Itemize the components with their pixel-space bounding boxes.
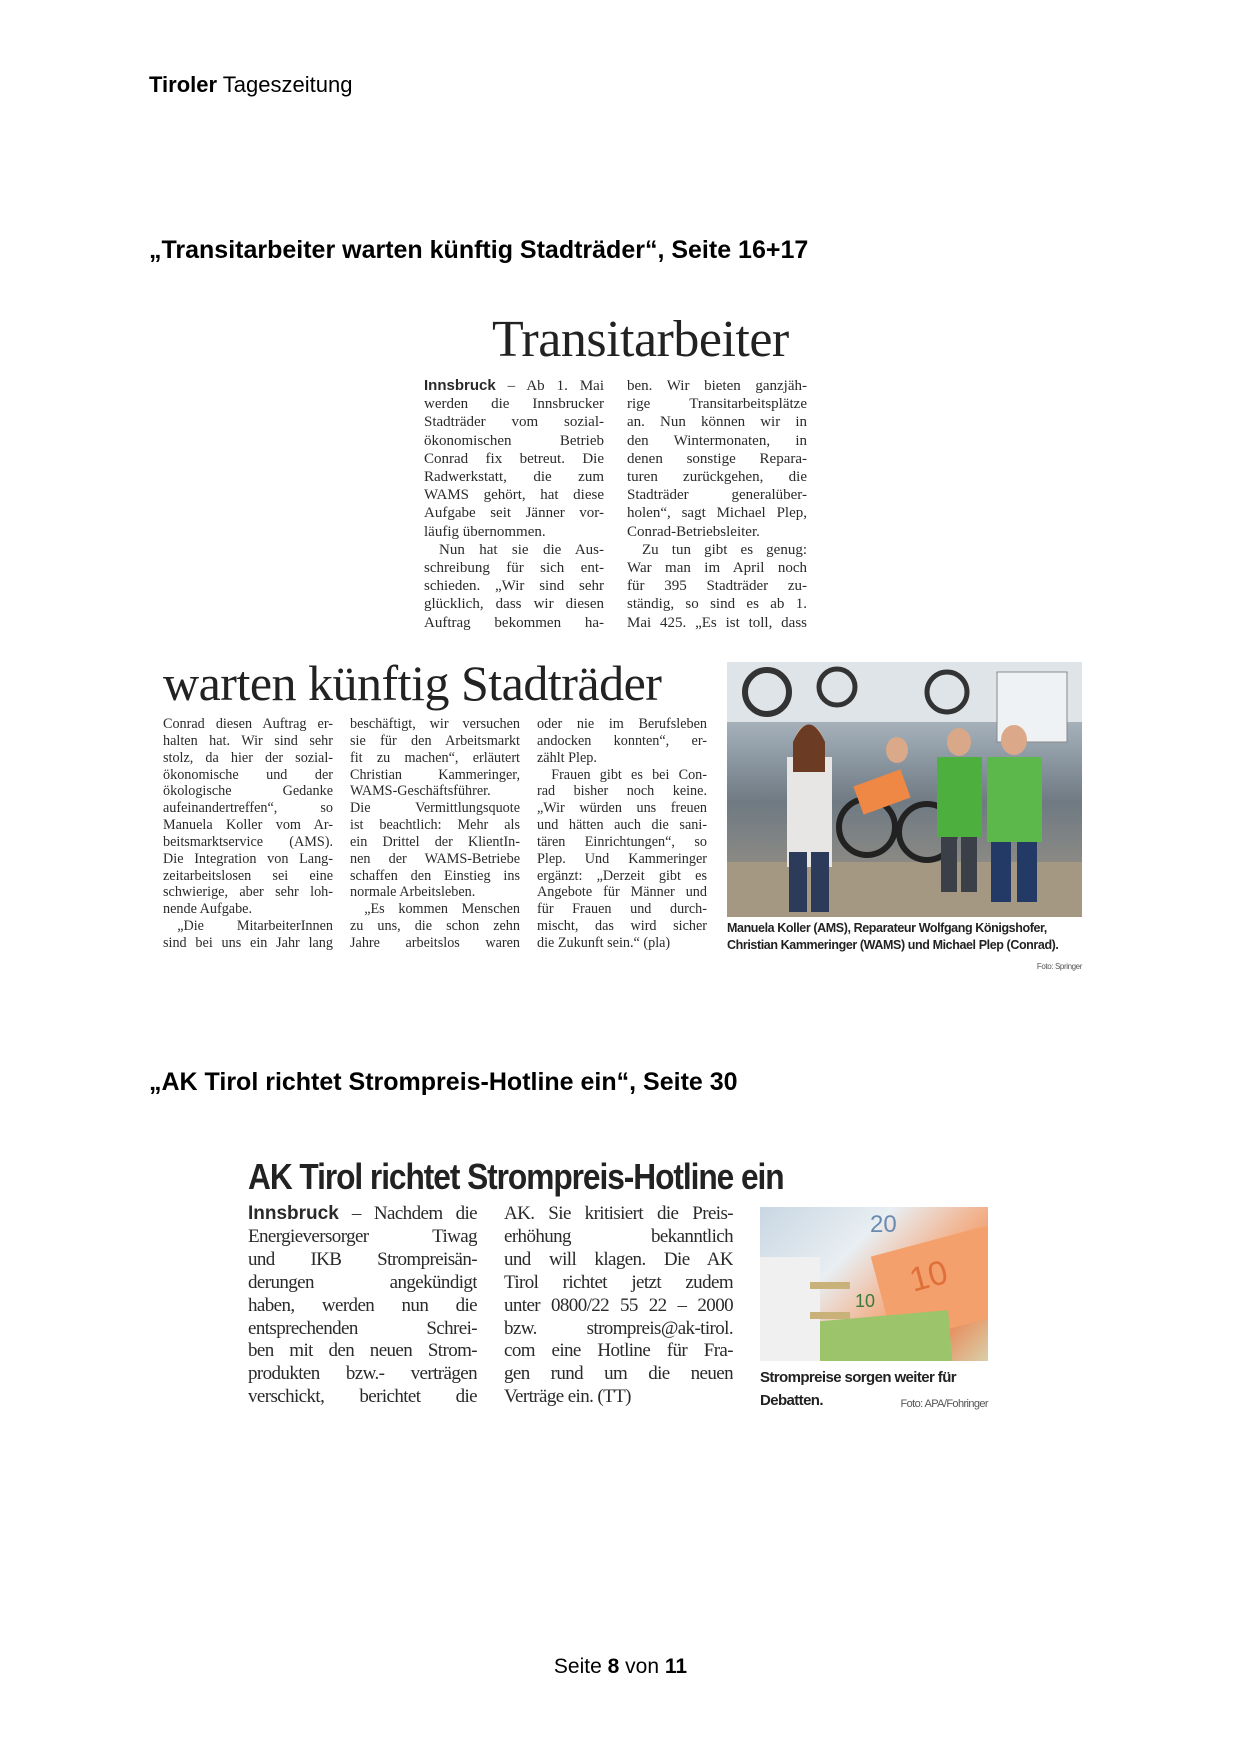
line-text: unter 0800/22 55 22 – 2000 — [504, 1294, 733, 1316]
line-text: Verträge ein. (TT) — [504, 1386, 631, 1408]
line-text: für 395 Stadträder zu- — [627, 578, 807, 595]
line-text: Manuela Koller vom Ar- — [163, 817, 333, 834]
article-column — [163, 716, 333, 952]
text-line — [537, 767, 707, 784]
line-text: rad bisher noch keine. — [537, 783, 707, 800]
line-text: ist beachtlich: Mehr als — [350, 817, 520, 834]
text-line — [163, 884, 333, 901]
text-line — [163, 750, 333, 767]
text-line — [424, 432, 604, 450]
text-line — [627, 559, 807, 577]
line-text: erhöhung bekanntlich — [504, 1225, 733, 1247]
line-text: gen rund um die neuen — [504, 1363, 733, 1385]
line-text: holen“, sagt Michael Plep, — [627, 505, 807, 522]
line-text: nen der WAMS-Betriebe — [350, 850, 520, 867]
text-line — [627, 468, 807, 486]
line-text: turen zurückgehen, die — [627, 469, 807, 486]
total-pages: 11 — [664, 1655, 688, 1678]
line-text: stolz, da hier der sozial- — [163, 749, 333, 766]
text-line — [504, 1318, 733, 1341]
line-text: sind bei uns ein Jahr lang — [163, 934, 333, 951]
line-text: denen sonstige Repara- — [627, 450, 807, 467]
text-line — [537, 716, 707, 733]
line-text: ergänzt: „Derzeit gibt es — [537, 867, 707, 884]
line-text: schwierige, aber sehr loh- — [163, 884, 333, 901]
svg-text:10: 10 — [905, 1253, 952, 1300]
text-line — [424, 486, 604, 504]
line-text: Angebote für Männer und — [537, 884, 707, 901]
line-text: WAMS-Geschäftsführer. — [350, 783, 491, 800]
text-line — [424, 523, 604, 541]
page-number — [0, 1655, 1241, 1679]
article-column — [424, 377, 604, 632]
text-line — [248, 1249, 477, 1272]
text-line — [163, 868, 333, 885]
article-column — [248, 1203, 477, 1409]
workshop-photo — [727, 662, 1082, 917]
text-line — [163, 767, 333, 784]
text-line — [537, 901, 707, 918]
line-text: bzw. strompreis@ak-tirol. — [504, 1317, 733, 1339]
brand-rest: Tageszeitung — [222, 72, 353, 97]
text-line — [424, 614, 604, 632]
text-line — [424, 595, 604, 613]
text-line — [627, 504, 807, 522]
headline-ak: AK Tirol richtet Strompreis-Hotline ein — [248, 1156, 784, 1197]
text-line — [537, 851, 707, 868]
line-text: „Es kommen Menschen — [364, 901, 520, 918]
photo-credit: Foto: Springer — [1036, 962, 1082, 971]
text-line — [350, 817, 520, 834]
line-text: Nun hat sie die Aus- — [439, 541, 604, 558]
line-text: und will klagen. Die AK — [504, 1248, 733, 1270]
photo-caption — [760, 1366, 988, 1416]
line-text: haben, werden nun die — [248, 1294, 477, 1316]
line-text: werden die Innsbrucker — [424, 396, 604, 413]
text-line — [350, 884, 520, 901]
headline-line2: warten künftig Stadträder — [163, 655, 662, 711]
text-line — [424, 541, 604, 559]
line-text: ökonomische und der — [163, 766, 333, 783]
text-line — [350, 834, 520, 851]
text-line — [504, 1340, 733, 1363]
line-text: Tirol richtet jetzt zudem — [504, 1271, 733, 1293]
text-line — [350, 800, 520, 817]
text-line — [163, 783, 333, 800]
text-line — [627, 413, 807, 431]
article-column — [537, 716, 707, 952]
line-text: glücklich, dass wir diesen — [424, 596, 604, 613]
text-line — [627, 450, 807, 468]
text-line — [350, 733, 520, 750]
text-line — [627, 486, 807, 504]
text-line — [504, 1249, 733, 1272]
line-text: ständig, so sind es ab 1. — [627, 596, 807, 613]
line-text: zu uns, die schon zehn — [350, 918, 520, 935]
text-line — [424, 413, 604, 431]
text-line — [627, 595, 807, 613]
text-line — [504, 1226, 733, 1249]
line-text: läufig übernommen. — [424, 523, 546, 540]
dateline: Innsbruck — [424, 377, 496, 394]
caption-text: Manuela Koller (AMS), Reparateur Wolfgang Königshofer, Christian Kammeringer (WAMS) und Michael Plep (Conrad). — [727, 921, 1059, 952]
text-line — [424, 395, 604, 413]
text-line — [163, 901, 333, 918]
text-line — [163, 834, 333, 851]
line-text: Conrad fix betreut. Die — [424, 450, 604, 467]
line-text: nende Aufgabe. — [163, 901, 253, 918]
page-of: von — [625, 1655, 660, 1678]
line-text: Die Vermittlungsquote — [350, 800, 520, 817]
text-line — [504, 1363, 733, 1386]
line-text: den Wintermonaten, in — [627, 432, 807, 449]
line-text: Conrad diesen Auftrag er- — [163, 716, 333, 732]
line-text: produkten bzw.- verträgen — [248, 1363, 477, 1385]
text-line — [163, 935, 333, 952]
text-line — [350, 750, 520, 767]
line-text: – Ab 1. Mai — [507, 378, 604, 394]
line-text: ökologische Gedanke — [163, 783, 333, 800]
page-prefix: Seite — [553, 1655, 602, 1678]
line-text: Zu tun gibt es genug: — [642, 541, 807, 558]
text-line — [537, 783, 707, 800]
section-title-transit: „Transitarbeiter warten künftig Stadträder“, Seite 16+17 — [149, 236, 809, 264]
text-line — [248, 1386, 477, 1409]
text-line — [537, 834, 707, 851]
line-text: Plep. Und Kammeringer — [537, 850, 707, 867]
text-line — [163, 733, 333, 750]
line-text: für Frauen und durch- — [537, 901, 707, 918]
text-line — [248, 1363, 477, 1386]
line-text: schaffen den Einstieg ins — [350, 867, 520, 884]
line-text: zählt Plep. — [537, 749, 597, 766]
line-text: Conrad-Betriebsleiter. — [627, 523, 760, 540]
brand-bold: Tiroler — [149, 72, 218, 97]
text-line — [537, 733, 707, 750]
current-page: 8 — [607, 1655, 620, 1678]
text-line — [537, 868, 707, 885]
line-text: und IKB Strompreisän- — [248, 1248, 477, 1270]
text-line — [537, 750, 707, 767]
line-text: derungen angekündigt — [248, 1271, 477, 1293]
text-line — [163, 800, 333, 817]
line-text: Energieversorger Tiwag — [248, 1225, 477, 1247]
text-line — [163, 716, 333, 733]
text-line — [350, 851, 520, 868]
line-text: Stadträder vom sozial- — [424, 414, 604, 431]
line-text: beschäftigt, wir versuchen — [350, 716, 520, 732]
text-line — [627, 541, 807, 559]
text-line — [424, 450, 604, 468]
text-line — [504, 1386, 733, 1409]
text-line — [537, 884, 707, 901]
line-text: – Nachdem die — [351, 1203, 477, 1224]
line-text: Aufgabe seit Jänner vor- — [424, 505, 604, 522]
line-text: ökonomischen Betrieb — [424, 432, 604, 449]
text-line — [248, 1318, 477, 1341]
banknotes-plug-photo — [760, 1207, 988, 1361]
line-text: Jahre arbeitslos waren — [350, 934, 520, 951]
text-line — [350, 716, 520, 733]
line-text: oder nie im Berufsleben — [537, 716, 707, 732]
line-text: „Wir würden uns freuen — [537, 800, 707, 817]
text-line — [627, 432, 807, 450]
text-line — [537, 935, 707, 952]
text-line — [537, 918, 707, 935]
line-text: rige Transitarbeitsplätze — [627, 396, 807, 413]
line-text: fit zu machen“, erläutert — [350, 749, 520, 766]
text-line — [163, 918, 333, 935]
publication-header — [149, 72, 352, 98]
line-text: entsprechenden Schrei- — [248, 1317, 477, 1339]
line-text: Stadträder generalüber- — [627, 487, 807, 504]
line-text: und hätten auch die sani- — [537, 817, 707, 834]
text-line — [504, 1203, 733, 1226]
text-line — [424, 577, 604, 595]
text-line — [350, 868, 520, 885]
line-text: Auftrag bekommen ha- — [424, 614, 604, 631]
line-text: zeitarbeitslosen sei eine — [163, 867, 333, 884]
line-text: Die Integration von Lang- — [163, 850, 333, 867]
text-line — [163, 817, 333, 834]
line-text: ben. Wir bieten ganzjäh- — [627, 378, 807, 394]
line-text: schieden. „Wir sind sehr — [424, 578, 604, 595]
svg-text:10: 10 — [855, 1291, 876, 1311]
line-text: verschickt, berichtet die — [248, 1386, 477, 1408]
line-text: an. Nun können wir in — [627, 414, 807, 431]
line-text: aufeinandertreffen“, so — [163, 800, 333, 817]
line-text: Mai 425. „Es ist toll, dass — [627, 614, 807, 631]
line-text: Frauen gibt es bei Con- — [551, 766, 707, 783]
text-line — [504, 1272, 733, 1295]
section-title-ak: „AK Tirol richtet Strompreis-Hotline ein“, Seite 30 — [149, 1068, 738, 1096]
line-text: normale Arbeitsleben. — [350, 884, 476, 901]
line-text: halten hat. Wir sind sehr — [163, 732, 333, 749]
article-column — [504, 1203, 733, 1409]
line-text: sie für den Arbeitsmarkt — [350, 732, 520, 749]
line-text: ben mit den neuen Strom- — [248, 1340, 477, 1362]
text-line — [424, 559, 604, 577]
line-text: beitsmarktservice (AMS). — [163, 833, 333, 850]
download-watermark — [157, 956, 737, 964]
photo-credit: Foto: APA/Fohringer — [900, 1398, 988, 1410]
line-text: AK. Sie kritisiert die Preis- — [504, 1203, 733, 1224]
text-line — [627, 614, 807, 632]
article-column — [627, 377, 807, 632]
line-text: „Die MitarbeiterInnen — [177, 918, 333, 935]
headline-line1: Transitarbeiter — [492, 311, 789, 368]
text-line — [627, 377, 807, 395]
line-text: com eine Hotline für Fra- — [504, 1340, 733, 1362]
text-line — [537, 800, 707, 817]
line-text: ein Drittel der KlientIn- — [350, 833, 520, 850]
line-text: tären Einrichtungen“, so — [537, 833, 707, 850]
text-line — [163, 851, 333, 868]
text-line — [424, 468, 604, 486]
article-column — [350, 716, 520, 952]
text-line — [350, 918, 520, 935]
caption-text: Strompreise sorgen weiter für Debatten. — [760, 1369, 956, 1409]
text-line — [627, 577, 807, 595]
text-line — [424, 377, 604, 395]
text-line — [627, 523, 807, 541]
line-text: mischt, das wird sicher — [537, 918, 707, 935]
line-text: andocken konnten“, er- — [537, 732, 707, 749]
text-line — [248, 1272, 477, 1295]
svg-text:20: 20 — [870, 1211, 897, 1238]
line-text: Christian Kammeringer, — [350, 766, 520, 783]
line-text: Radwerkstatt, die zum — [424, 469, 604, 486]
line-text: War man im April noch — [627, 560, 807, 577]
text-line — [248, 1340, 477, 1363]
text-line — [537, 817, 707, 834]
dateline: Innsbruck — [248, 1203, 339, 1224]
text-line — [424, 504, 604, 522]
line-text: schreibung für sich ent- — [424, 560, 604, 577]
line-text: die Zukunft sein.“ (pla) — [537, 934, 671, 951]
line-text: WAMS gehört, hat diese — [424, 487, 604, 504]
text-line — [504, 1295, 733, 1318]
text-line — [248, 1226, 477, 1249]
text-line — [350, 767, 520, 784]
text-line — [248, 1203, 477, 1226]
text-line — [350, 783, 520, 800]
text-line — [350, 935, 520, 952]
text-line — [627, 395, 807, 413]
text-line — [248, 1295, 477, 1318]
photo-caption — [727, 920, 1082, 976]
text-line — [350, 901, 520, 918]
